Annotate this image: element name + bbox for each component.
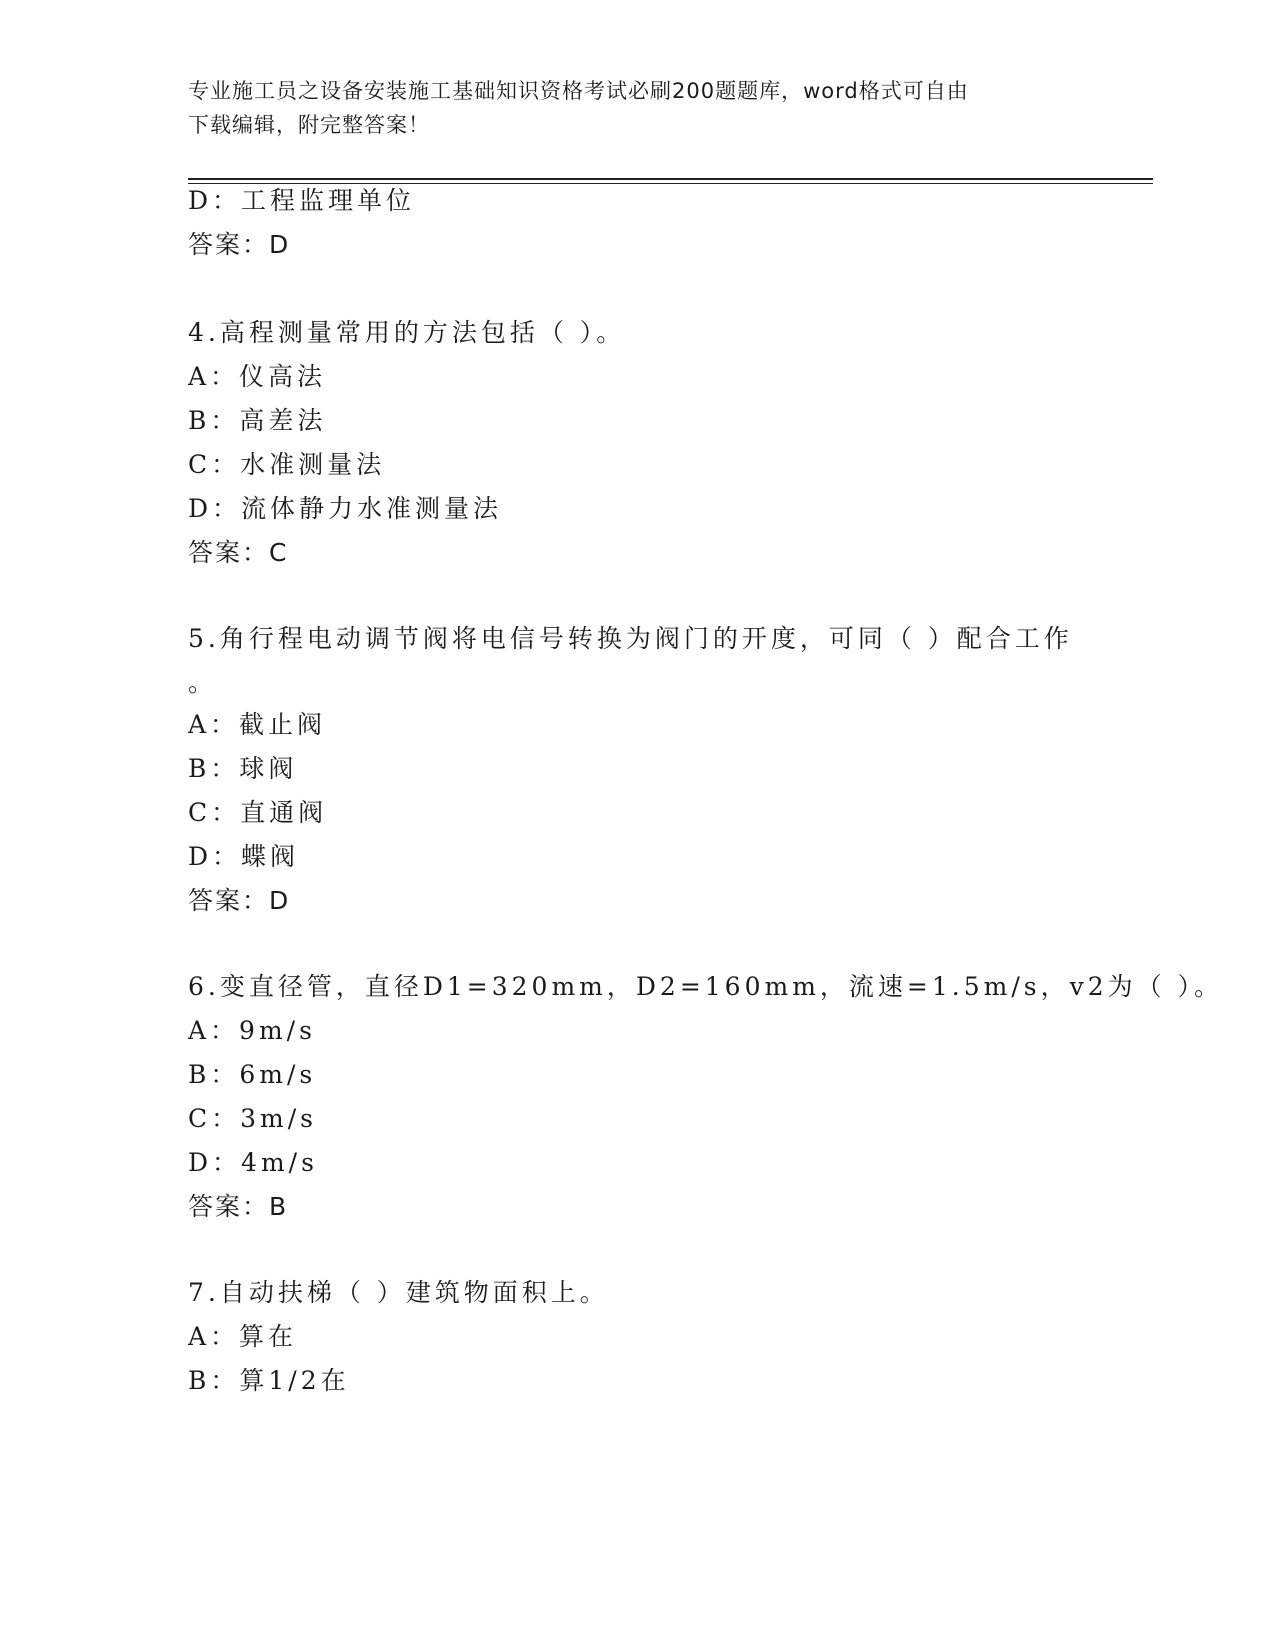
q6-option-d: D：4m/s	[188, 1148, 318, 1177]
q5-option-c: C：直通阀	[188, 798, 328, 827]
q4-answer: 答案：C	[188, 538, 289, 567]
q5-stem: 5.角行程电动调节阀将电信号转换为阀门的开度，可同（ ）配合工作	[188, 624, 1073, 653]
q5-option-a: A：截止阀	[188, 710, 327, 739]
header-divider-thin	[188, 183, 1153, 184]
q5-answer: 答案：D	[188, 886, 291, 915]
q4-stem: 4.高程测量常用的方法包括（ ）。	[188, 318, 626, 347]
q4-option-a: A：仪高法	[188, 362, 327, 391]
prev-answer: 答案：D	[188, 230, 291, 259]
q6-option-c: C：3m/s	[188, 1104, 317, 1133]
header-line-2: 下载编辑，附完整答案！	[188, 113, 430, 137]
q6-option-a: A：9m/s	[188, 1016, 316, 1045]
q7-stem: 7.自动扶梯（ ）建筑物面积上。	[188, 1278, 609, 1307]
q5-option-d: D：蝶阀	[188, 842, 300, 871]
q5-option-b: B：球阀	[188, 754, 298, 783]
q5-stem-continued: 。	[188, 668, 218, 697]
header-line-1: 专业施工员之设备安装施工基础知识资格考试必刷200题题库，word格式可自由	[188, 79, 969, 103]
q4-option-b: B：高差法	[188, 406, 327, 435]
q6-option-b: B：6m/s	[188, 1060, 317, 1089]
prev-option-d: D：工程监理单位	[188, 186, 416, 215]
q4-option-d: D：流体静力水准测量法	[188, 494, 503, 523]
document-header	[188, 74, 1088, 142]
q7-option-a: A：算在	[188, 1322, 298, 1351]
q7-option-b: B：算1/2在	[188, 1366, 350, 1395]
q4-option-c: C：水准测量法	[188, 450, 386, 479]
header-divider-thick	[188, 178, 1153, 180]
q6-stem: 6.变直径管，直径D1=320mm，D2=160mm，流速=1.5m/s，v2为（ ）。	[188, 972, 1224, 1001]
q6-answer: 答案：B	[188, 1192, 289, 1221]
